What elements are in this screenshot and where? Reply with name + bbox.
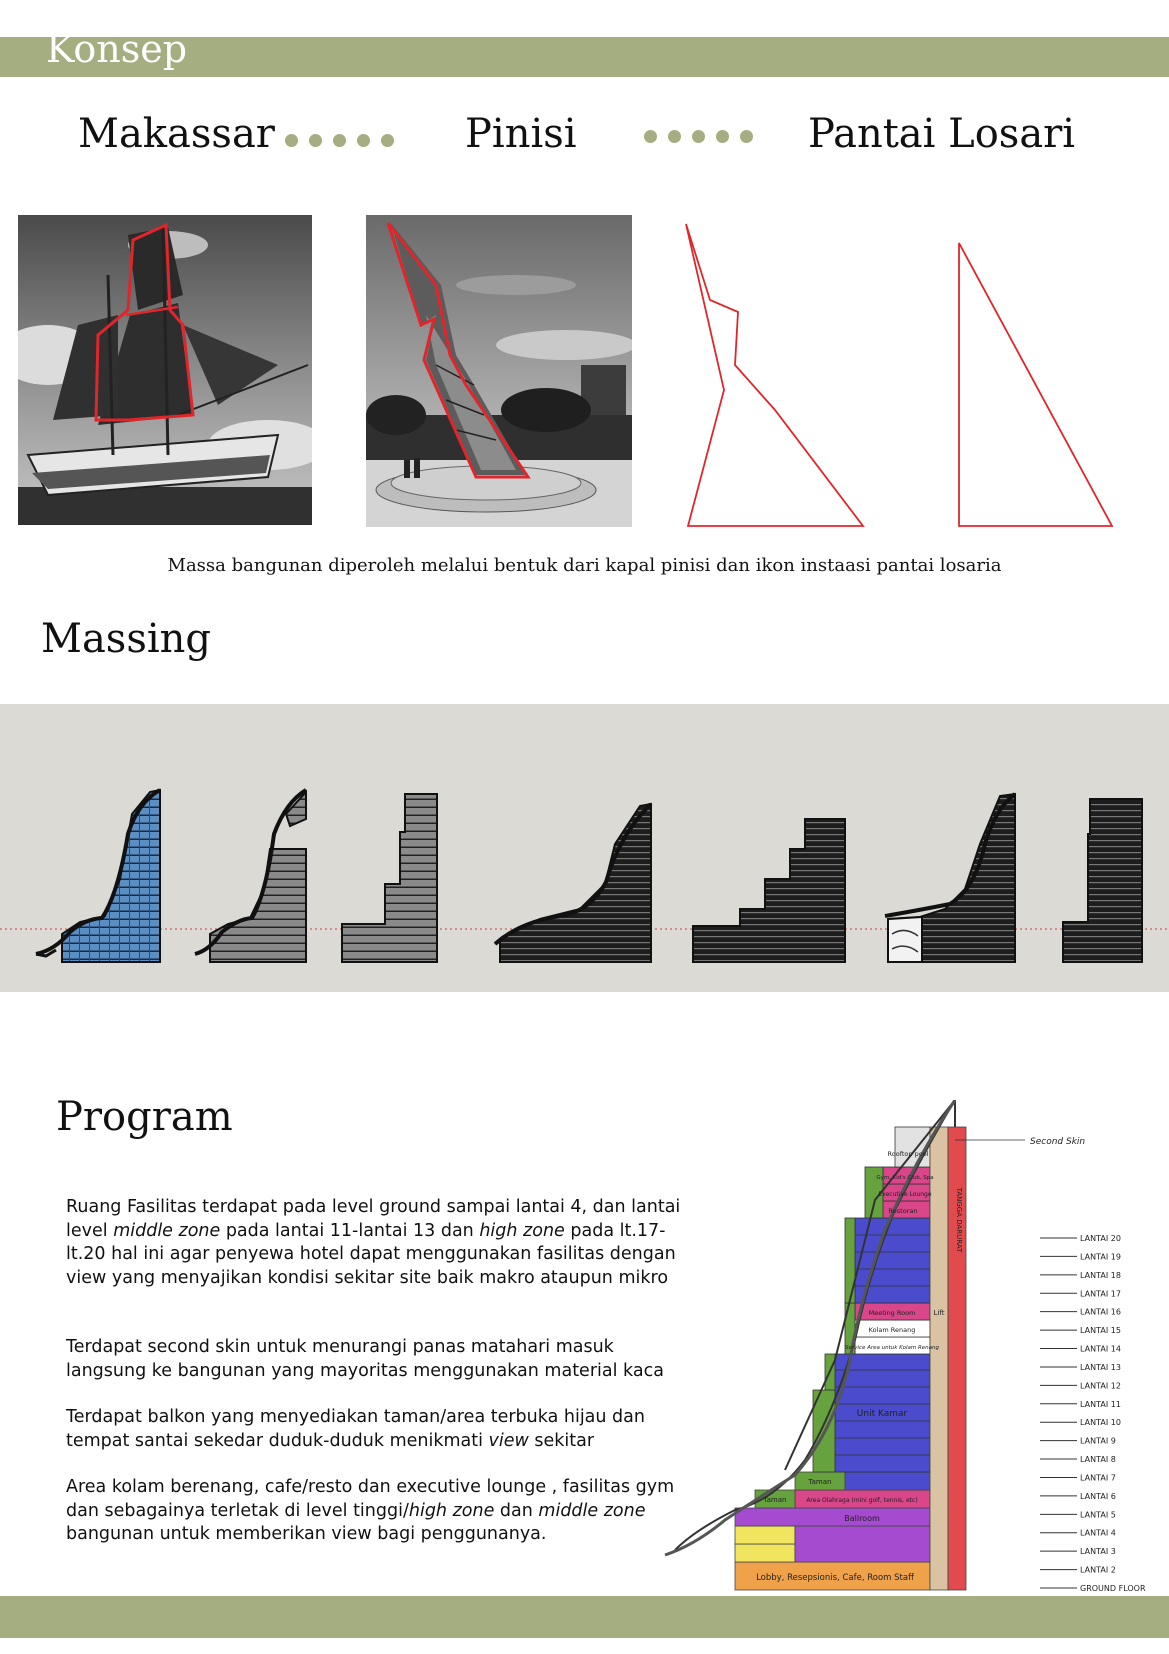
floor-label: GROUND FLOOR: [1080, 1584, 1146, 1593]
dots-separator-2: [644, 130, 753, 144]
konsep-caption: Massa bangunan diperoleh melalui bentuk dari kapal pinisi dan ikon instaasi pantai losaria: [167, 555, 1002, 576]
massing-panel: [0, 704, 1169, 992]
floor-labels: [1040, 1234, 1146, 1593]
floor-label: LANTAI 10: [1080, 1418, 1121, 1428]
floor-label: LANTAI 5: [1080, 1510, 1116, 1520]
pinisi-outline-sketch: [680, 220, 870, 530]
floor-label: LANTAI 12: [1080, 1381, 1121, 1391]
label-lobby: Lobby, Resepsionis, Cafe, Room Staff: [756, 1573, 914, 1583]
label-unit: Unit Kamar: [856, 1409, 908, 1419]
konsep-title: Konsep: [46, 27, 188, 71]
keyword-pinisi: Pinisi: [465, 111, 577, 157]
label-second-skin: Second Skin: [1030, 1137, 1086, 1147]
massing-step-5: [693, 819, 845, 962]
label-gym: Gym, Kid's Club, Spa: [876, 1175, 934, 1181]
floor-label: LANTAI 6: [1080, 1491, 1116, 1501]
massing-step-2: [195, 790, 306, 962]
floor-label: LANTAI 13: [1080, 1362, 1121, 1372]
label-lift: Lift: [933, 1309, 945, 1317]
label-lounge: Executive Lounge: [878, 1191, 932, 1198]
label-olahraga: Area Olahraga (mini golf, tennis, etc): [806, 1497, 918, 1504]
floor-label: LANTAI 15: [1080, 1326, 1121, 1336]
label-tangga: TANGGA DARURAT: [955, 1187, 963, 1253]
massing-step-6: [885, 794, 1015, 962]
floor-label: LANTAI 2: [1080, 1565, 1116, 1575]
label-taman-2: Taman: [763, 1496, 787, 1504]
massing-title: Massing: [41, 616, 212, 662]
floor-label: LANTAI 3: [1080, 1547, 1116, 1557]
label-taman-1: Taman: [808, 1478, 832, 1486]
massing-step-3: [342, 794, 437, 962]
dots-separator-1: [285, 134, 394, 148]
keyword-pantai-losari: Pantai Losari: [808, 111, 1076, 157]
losari-monument-photo: [366, 215, 632, 527]
label-ballroom: Ballroom: [844, 1514, 880, 1523]
floor-label: LANTAI 16: [1080, 1307, 1121, 1317]
label-meeting: Meeting Room: [868, 1309, 916, 1317]
floor-label: LANTAI 7: [1080, 1473, 1116, 1483]
floor-label: LANTAI 9: [1080, 1436, 1116, 1446]
floor-label: LANTAI 4: [1080, 1528, 1116, 1538]
bottom-band: [0, 1596, 1169, 1638]
massing-step-4: [495, 804, 651, 962]
program-section-diagram: [655, 1100, 1169, 1600]
program-paragraph-2: Terdapat second skin untuk menurangi panas matahari masuk langsung ke bangunan yang mayoritas menggunakan material kaca: [66, 1337, 664, 1381]
label-rooftop: Rooftop pool: [887, 1150, 929, 1158]
floor-label: LANTAI 8: [1080, 1455, 1116, 1465]
label-restoran: Restoran: [888, 1207, 918, 1215]
label-service: Service Area untuk Kolam Renang: [845, 1345, 939, 1351]
floor-label: LANTAI 11: [1080, 1399, 1121, 1409]
losari-outline-sketch: [955, 240, 1115, 530]
floor-label: LANTAI 17: [1080, 1289, 1121, 1299]
floor-label: LANTAI 20: [1080, 1234, 1121, 1243]
program-paragraph-4: Area kolam berenang, cafe/resto dan executive lounge , fasilitas gym dan sebagainya terletak di level tinggi/high zone dan middle zone bangunan untuk memberikan view bagi penggunanya.: [66, 1477, 675, 1544]
pinisi-ship-photo: [18, 215, 312, 525]
program-paragraph-1: Ruang Fasilitas terdapat pada level ground sampai lantai 4, dan lantai level middle zone pada lantai 11-lantai 13 dan high zone pada lt.17-lt.20 hal ini agar penyewa hotel dapat menggunakan fasilitas dengan view yang menyajikan kondisi sekitar site baik makro ataupun mikro: [66, 1197, 681, 1288]
massing-step-1: [36, 790, 160, 962]
keyword-makassar: Makassar: [78, 111, 275, 157]
floor-label: LANTAI 14: [1080, 1344, 1121, 1354]
massing-step-7: [1063, 799, 1142, 962]
floor-label: LANTAI 19: [1080, 1252, 1121, 1262]
program-paragraph-3: Terdapat balkon yang menyediakan taman/area terbuka hijau dan tempat santai sekedar duduk-duduk menikmati view sekitar: [66, 1407, 645, 1451]
floor-label: LANTAI 18: [1080, 1270, 1121, 1280]
program-title: Program: [56, 1094, 233, 1140]
label-kolam: Kolam Renang: [868, 1326, 916, 1334]
